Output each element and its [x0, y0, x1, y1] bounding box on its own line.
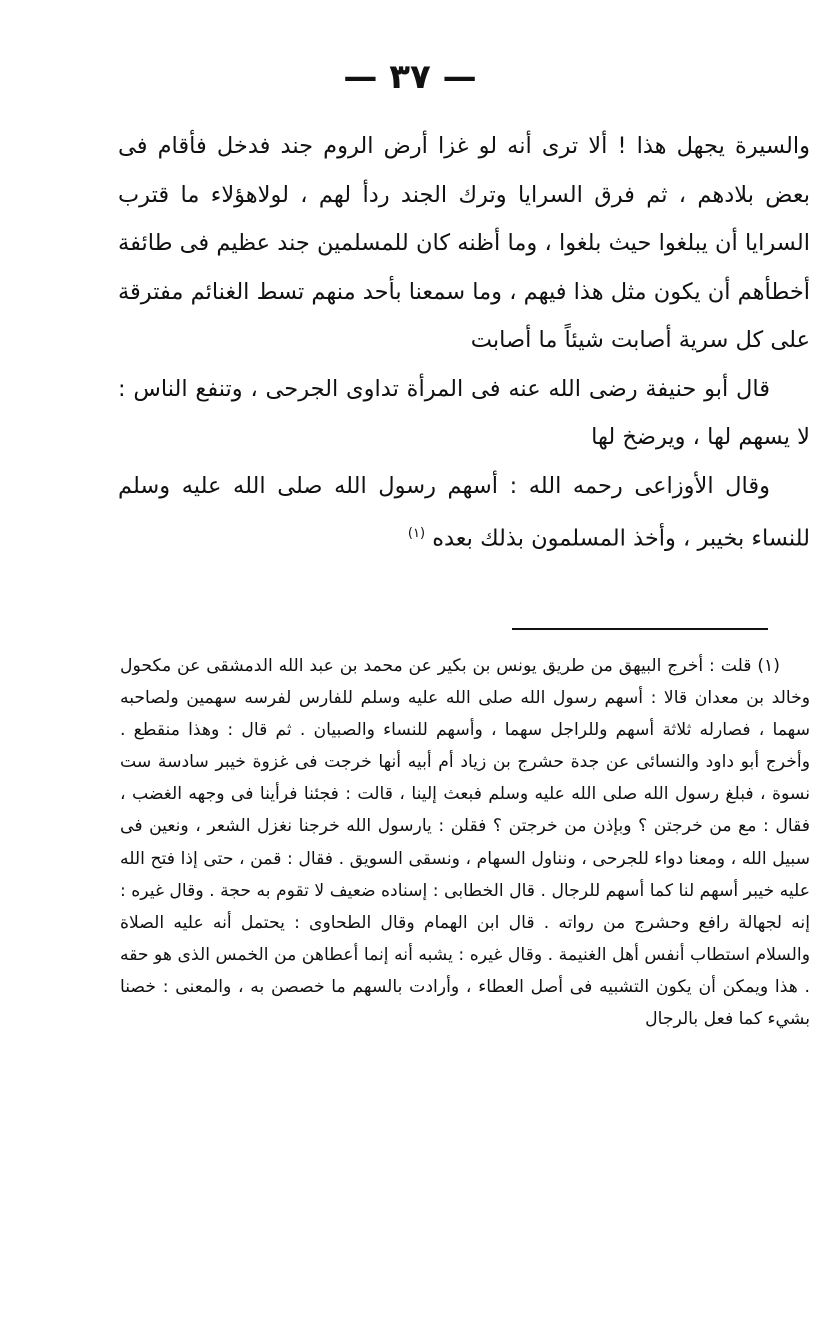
footnote-reference[interactable]: (١) [407, 526, 426, 541]
page-number: — ٣٧ — [343, 57, 477, 97]
paragraph-abu-hanifa-text: قال أبو حنيفة رضى الله عنه فى المرأة تداوى الجرحى ، وتنفع الناس : لا يسهم لها ، ويرضخ لها [118, 375, 810, 450]
footnote-text [120, 650, 810, 1035]
main-text [118, 122, 810, 563]
footnote-separator [512, 628, 768, 630]
paragraph-abu-hanifa [118, 365, 810, 462]
paragraph-siyar-text: والسيرة يجهل هذا ! ألا ترى أنه لو غزا أرض الروم جند فدخل فأقام فى بعض بلادهم ، ثم فرق السرايا وترك الجند ردأ لهم ، لولاهؤلاء ما قترب السرايا أن يبلغوا حيث بلغوا ، وما أظنه كان للمسلمين جند عظيم فى طائفة أخطأهم أن يكون مثل هذا فيهم ، وما سمعنا بأحد منهم تسط الغنائم مفترقة على كل سرية أصابت شيئاً ما أصابت [117, 133, 810, 353]
paragraph-siyar [118, 122, 810, 365]
paragraph-awzai-text: وقال الأوزاعى رحمه الله : أسهم رسول الله صلى الله عليه وسلم للنساء بخيبر ، وأخذ المسلمون بذلك بعده [118, 472, 810, 552]
paragraph-awzai [118, 462, 810, 564]
footnote-paragraph: (١) قلت : أخرج البيهق من طريق يونس بن بكير عن محمد بن عبد الله الدمشقى عن مكحول وخالد بن معدان قالا : أسهم رسول الله صلى الله عليه وسلم للفارس لفرسه سهمين ولصاحبه سهما ، فصارله ثلاثة أسهم وللراجل سهما ، وأسهم للنساء والصبيان . ثم قال : وهذا منقطع . وأخرج أبو داود والنسائى عن جدة حشرج بن زياد أم أبيه أنها خرجت فى غزوة خيبر سادسة ست نسوة ، فبلغ رسول الله صلى الله عليه وسلم فبعث إلينا ، قالت : فجئنا فرأينا فى وجهه الغضب ، فقال : مع من خرجتن ؟ وبإذن من خرجتن ؟ فقلن : يارسول الله خرجنا نغزل الشعر ، ونعين فى سبيل الله ، ومعنا دواء للجرحى ، ونناول السهام ، ونسقى السويق . فقال : قمن ، حتى إذا فتح الله عليه خيبر أسهم لنا كما أسهم للرجال . قال الخطابى : إسناده ضعيف لا تقوم به حجة . وقال غيره : إنه لجهالة رافع وحشرج من رواته . قال ابن الهمام وقال الطحاوى : يحتمل أنه عليه الصلاة والسلام استطاب أنفس أهل الغنيمة . وقال غيره : يشبه أنه إنما أعطاهن من الخمس الذى هو حقه . هذا ويمكن أن يكون التشبيه فى أصل العطاء ، وأرادت بالسهم ما خصصن به ، والمعنى : خصنا بشيء كما فعل بالرجال [120, 656, 810, 1030]
